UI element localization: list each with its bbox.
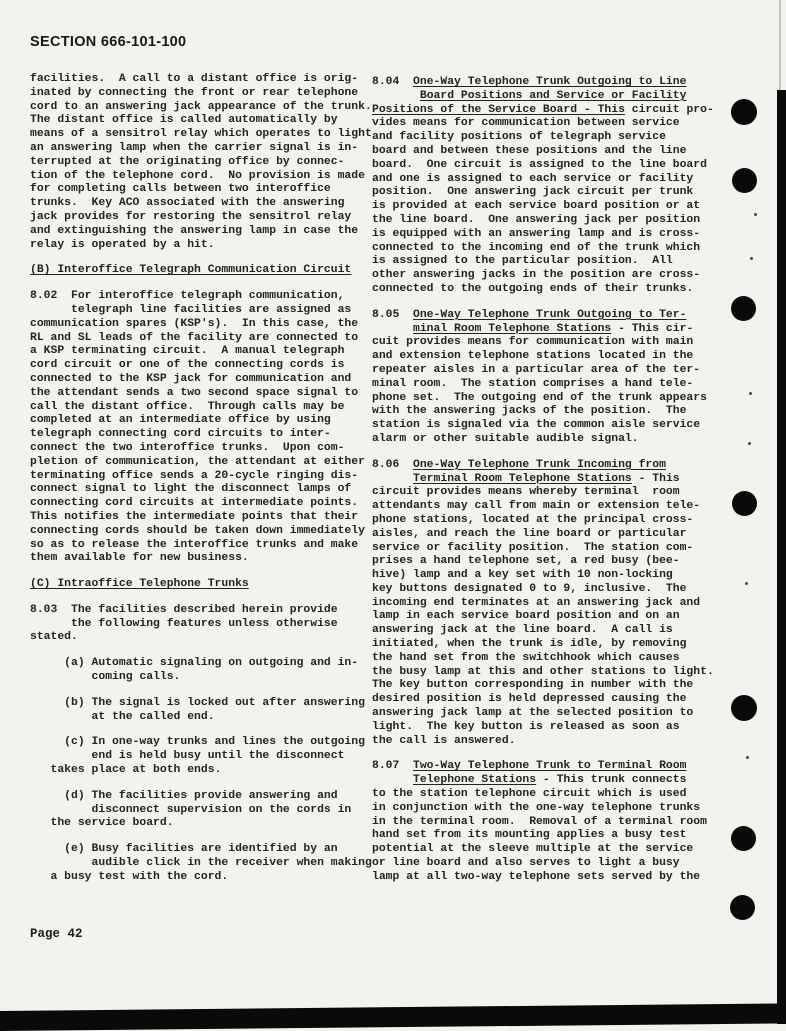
right-text-column	[372, 76, 718, 897]
text-line	[30, 736, 376, 750]
heading-intraoffice-telephone-trunks	[30, 578, 376, 592]
text-line	[30, 552, 376, 566]
text-line	[30, 387, 376, 401]
text-line	[372, 309, 718, 323]
plain-text: to the station telephone circuit which is used	[372, 788, 687, 801]
text-line	[30, 525, 376, 539]
text-line	[30, 239, 376, 253]
underlined-text: One-Way Telephone Trunk Outgoing to Ter-	[413, 308, 687, 321]
punch-hole-mark	[730, 895, 755, 920]
plain-text: the hand set from the switchhook which causes	[372, 651, 680, 664]
plain-text: audible click in the receiver when making	[30, 857, 372, 870]
text-line	[372, 857, 718, 871]
text-line	[372, 652, 718, 666]
text-line	[372, 638, 718, 652]
underlined-text: Positions of the Service Board - This	[372, 103, 625, 116]
plain-text: - This	[631, 472, 680, 485]
plain-text: service or facility position. The station com-	[372, 541, 694, 554]
list-item-a	[30, 657, 376, 685]
plain-text: a busy test with the cord.	[30, 870, 229, 883]
plain-text: (d) The facilities provide answering and	[30, 789, 338, 802]
text-line	[30, 304, 376, 318]
text-line	[30, 225, 376, 239]
text-line	[30, 871, 376, 885]
plain-text: facilities. A call to a distant office is orig-	[30, 73, 359, 85]
text-line	[372, 597, 718, 611]
text-line	[372, 323, 718, 337]
plain-text: is equipped with an answering lamp and is cross-	[372, 227, 701, 240]
plain-text: inated by connecting the front or rear telephone	[30, 86, 359, 99]
plain-text: terminating office sends a 20-cycle ringing dis-	[30, 469, 359, 482]
text-line	[372, 528, 718, 542]
plain-text: an answering lamp when the carrier signal is in-	[30, 141, 359, 154]
plain-text	[372, 90, 420, 102]
text-line	[30, 290, 376, 304]
text-line	[372, 283, 718, 297]
text-line	[372, 555, 718, 569]
plain-text: means of a sensitrol relay which operates to light	[30, 128, 372, 141]
plain-text: so as to release the interoffice trunks and make	[30, 538, 359, 551]
plain-text: them available for new business.	[30, 552, 249, 565]
plain-text: This notifies the intermediate points that their	[30, 510, 359, 523]
plain-text: incoming end terminates at an answering jack and	[372, 596, 701, 609]
text-line	[30, 128, 376, 142]
plain-text: connect the two interoffice trunks. Upon com-	[30, 441, 345, 454]
text-line	[30, 101, 376, 115]
plain-text: a KSP terminating circuit. A manual telegraph	[30, 345, 345, 358]
text-line	[372, 159, 718, 173]
plain-text: and one is assigned to each service or facility	[372, 172, 694, 185]
plain-text: in conjunction with the one-way telephone trunks	[372, 801, 701, 814]
text-line	[372, 186, 718, 200]
plain-text: 8.06	[372, 458, 414, 471]
plain-text: terrupted at the originating office by connec-	[30, 155, 345, 168]
plain-text: disconnect supervision on the cords in	[30, 803, 352, 816]
text-line	[372, 76, 718, 90]
plain-text: the attendant sends a two second space signal to	[30, 386, 359, 399]
plain-text: takes place at both ends.	[30, 764, 222, 777]
text-line	[372, 131, 718, 145]
plain-text: completed at an intermediate office by using	[30, 414, 331, 427]
plain-text: lamp in each service board position and on an	[372, 610, 680, 623]
plain-text: tion of the telephone cord. No provision is made	[30, 169, 365, 182]
text-line	[372, 242, 718, 256]
text-line	[30, 657, 376, 671]
plain-text: phone set. The outgoing end of the trunk appears	[372, 391, 707, 404]
plain-text: the following features unless otherwise	[30, 617, 338, 630]
underlined-text: Telephone Stations	[413, 774, 537, 787]
dust-speck	[745, 582, 748, 585]
plain-text: 8.05	[372, 308, 414, 321]
text-line	[372, 760, 718, 774]
plain-text: cord circuit or one of the connecting cords is	[30, 359, 345, 372]
text-line	[30, 711, 376, 725]
plain-text: answering jack at the line board. A call is	[372, 624, 673, 637]
plain-text: connected to the outgoing ends of their trunks.	[372, 282, 694, 295]
text-line	[372, 173, 718, 187]
text-line	[30, 697, 376, 711]
text-line	[372, 816, 718, 830]
plain-text: at the called end.	[30, 710, 215, 723]
text-line	[30, 456, 376, 470]
underlined-text: Two-Way Telephone Trunk to Terminal Room	[413, 760, 687, 773]
plain-text: stated.	[30, 631, 78, 644]
text-line	[30, 750, 376, 764]
dust-speck	[746, 756, 749, 759]
para-8-07	[372, 760, 718, 884]
plain-text: prises a hand telephone set, a red busy (bee-	[372, 555, 680, 568]
text-line	[372, 392, 718, 406]
text-line	[372, 405, 718, 419]
text-line	[372, 569, 718, 583]
text-line	[372, 378, 718, 392]
text-line	[30, 843, 376, 857]
text-line	[372, 871, 718, 885]
plain-text: telegraph line facilities are assigned as	[30, 303, 352, 316]
text-line	[30, 618, 376, 632]
plain-text: minal room. The station comprises a hand tele-	[372, 377, 694, 390]
scan-bottom-edge-strip	[0, 1003, 786, 1031]
plain-text: (b) The signal is locked out after answering	[30, 696, 365, 709]
underlined-text: Terminal Room Telephone Stations	[413, 472, 632, 485]
text-line	[30, 511, 376, 525]
plain-text: coming calls.	[30, 671, 181, 684]
plain-text: connected to the incoming end of the trunk which	[372, 241, 701, 254]
text-line	[372, 269, 718, 283]
text-line	[372, 610, 718, 624]
text-line	[372, 829, 718, 843]
list-item-d	[30, 790, 376, 831]
para-8-06	[372, 459, 718, 749]
text-line	[372, 145, 718, 159]
plain-text: lamp at all two-way telephone sets served by the	[372, 870, 701, 883]
plain-text: 8.07	[372, 760, 414, 773]
plain-text: 8.04	[372, 76, 414, 88]
plain-text: the service board.	[30, 817, 174, 830]
text-line	[372, 735, 718, 749]
text-line	[372, 666, 718, 680]
punch-hole-mark	[731, 826, 756, 851]
text-line	[372, 214, 718, 228]
text-line	[30, 539, 376, 553]
plain-text: phone stations, located at the principal cross-	[372, 513, 694, 526]
plain-text: communication spares (KSP's). In this case, the	[30, 317, 359, 330]
plain-text: - This trunk connects	[536, 774, 687, 787]
text-line	[372, 90, 718, 104]
text-line	[30, 73, 376, 87]
punch-hole-mark	[731, 296, 756, 321]
plain-text: telegraph connecting cord circuits to inter-	[30, 428, 331, 441]
plain-text: relay is operated by a hit.	[30, 238, 215, 251]
text-line	[30, 497, 376, 511]
plain-text: (e) Busy facilities are identified by an	[30, 843, 338, 856]
text-line	[30, 817, 376, 831]
dust-speck	[748, 442, 751, 445]
text-line	[372, 693, 718, 707]
plain-text: the line board. One answering jack per position	[372, 213, 701, 226]
underlined-text: minal Room Telephone Stations	[413, 322, 612, 335]
plain-text: pletion of communication, the attendant at either	[30, 455, 365, 468]
text-line	[30, 804, 376, 818]
punch-hole-mark	[731, 99, 757, 125]
text-line	[372, 336, 718, 350]
text-line	[30, 604, 376, 618]
plain-text: cord to an answering jack appearance of the trunk.	[30, 100, 372, 113]
plain-text: repeater aisles in a particular area of the ter-	[372, 363, 701, 376]
plain-text: connecting cord circuits at intermediate points.	[30, 497, 359, 510]
text-line	[30, 401, 376, 415]
text-line	[372, 486, 718, 500]
text-line	[30, 764, 376, 778]
plain-text: in the terminal room. Removal of a terminal room	[372, 815, 707, 828]
text-line	[372, 679, 718, 693]
text-line	[372, 350, 718, 364]
plain-text	[372, 473, 413, 485]
page-number: Page 42	[30, 927, 83, 941]
text-line	[372, 624, 718, 638]
plain-text: The key button corresponding in number with the	[372, 679, 694, 692]
text-line	[372, 459, 718, 473]
plain-text: end is held busy until the disconnect	[30, 750, 345, 763]
section-header: SECTION 666-101-100	[30, 34, 187, 50]
plain-text: hive) lamp and a key set with 10 non-locking	[372, 569, 673, 582]
underlined-text: Board Positions and Service or Facility	[419, 89, 687, 102]
plain-text: position. One answering jack circuit per trunk	[372, 186, 694, 199]
plain-text: light. The key button is released as soon as	[372, 720, 680, 733]
plain-text: jack provides for restoring the sensitrol relay	[30, 210, 352, 223]
dust-speck	[754, 213, 757, 216]
plain-text: the busy lamp at this and other stations to light.	[372, 665, 714, 678]
plain-text: key buttons designated 0 to 9, inclusive. The	[372, 582, 687, 595]
list-item-c	[30, 736, 376, 777]
text-line	[30, 170, 376, 184]
text-line	[372, 255, 718, 269]
plain-text: The distant office is called automatically by	[30, 114, 338, 127]
text-line	[30, 142, 376, 156]
list-item-e	[30, 843, 376, 884]
para-8-05	[372, 309, 718, 447]
text-line	[372, 200, 718, 214]
punch-hole-mark	[732, 491, 757, 516]
text-line	[30, 211, 376, 225]
text-line	[30, 318, 376, 332]
plain-text	[372, 323, 413, 335]
plain-text: cuit provides means for communication with main	[372, 336, 694, 349]
plain-text: with the answering jacks of the position. The	[372, 405, 687, 418]
underlined-text: (B) Interoffice Telegraph Communication Circuit	[30, 264, 352, 277]
plain-text: vides means for communication between service	[372, 117, 680, 130]
scan-edge-faint-line	[779, 0, 781, 95]
plain-text: call the distant office. Through calls may be	[30, 400, 345, 413]
plain-text: or line board and also serves to light a busy	[372, 857, 680, 870]
plain-text: and extinguishing the answering lamp in case the	[30, 224, 359, 237]
text-line	[30, 156, 376, 170]
text-line	[372, 707, 718, 721]
text-line	[30, 373, 376, 387]
text-line	[30, 332, 376, 346]
text-line	[30, 114, 376, 128]
text-line	[30, 428, 376, 442]
plain-text: and extension telephone stations located in the	[372, 350, 694, 363]
plain-text: (c) In one-way trunks and lines the outgoing	[30, 736, 365, 749]
plain-text: circuit provides means whereby terminal room	[372, 486, 680, 499]
plain-text: 8.03 The facilities described herein provide	[30, 603, 338, 616]
punch-hole-mark	[731, 695, 757, 721]
text-line	[372, 802, 718, 816]
text-line	[372, 419, 718, 433]
text-line	[372, 721, 718, 735]
plain-text: hand set from its mounting applies a busy test	[372, 829, 687, 842]
para-continued-facilities	[30, 73, 376, 252]
scan-right-edge-strip	[777, 90, 786, 1024]
text-line	[372, 117, 718, 131]
text-line	[30, 442, 376, 456]
plain-text: initiated, when the trunk is idle, by removing	[372, 638, 687, 651]
plain-text: connected to the KSP jack for communication and	[30, 372, 352, 385]
plain-text: station is signaled via the common aisle service	[372, 419, 701, 432]
text-line	[30, 857, 376, 871]
text-line	[372, 542, 718, 556]
left-text-column	[30, 73, 376, 897]
punch-hole-mark	[732, 168, 757, 193]
plain-text: board. One circuit is assigned to the line board	[372, 158, 707, 171]
text-line	[372, 788, 718, 802]
text-line	[30, 483, 376, 497]
text-line	[30, 183, 376, 197]
text-line	[372, 473, 718, 487]
text-line	[372, 583, 718, 597]
heading-interoffice-telegraph-circuit	[30, 264, 376, 278]
text-line	[30, 470, 376, 484]
plain-text: is provided at each service board position or at	[372, 200, 701, 213]
plain-text: desired position is held depressed causing the	[372, 693, 687, 706]
plain-text: RL and SL leads of the facility are connected to	[30, 331, 359, 344]
plain-text: circuit pro-	[624, 103, 714, 116]
plain-text	[372, 774, 413, 786]
text-line	[30, 87, 376, 101]
list-item-b	[30, 697, 376, 725]
underlined-text: One-Way Telephone Trunk Incoming from	[413, 458, 666, 471]
plain-text: and facility positions of telegraph service	[372, 131, 666, 144]
plain-text: attendants may call from main or extension tele-	[372, 500, 701, 513]
plain-text: alarm or other suitable audible signal.	[372, 432, 639, 445]
plain-text: aisles, and reach the line board or particular	[372, 527, 687, 540]
plain-text: is assigned to the particular position. All	[372, 255, 673, 268]
text-line	[372, 104, 718, 118]
text-line	[30, 197, 376, 211]
plain-text: other answering jacks in the position are cross-	[372, 269, 701, 282]
text-line	[372, 774, 718, 788]
plain-text: (a) Automatic signaling on outgoing and in-	[30, 657, 359, 670]
plain-text: - This cir-	[611, 322, 694, 335]
plain-text: answering jack lamp at the selected position to	[372, 707, 694, 720]
text-line	[372, 500, 718, 514]
text-line	[30, 578, 376, 592]
dust-speck	[749, 392, 752, 395]
plain-text: 8.02 For interoffice telegraph communication,	[30, 290, 345, 303]
text-line	[372, 364, 718, 378]
plain-text: trunks. Key ACO associated with the answering	[30, 197, 345, 210]
underlined-text: One-Way Telephone Trunk Outgoing to Line	[413, 76, 687, 88]
plain-text: the call is answered.	[372, 734, 516, 747]
text-line	[372, 843, 718, 857]
text-line	[30, 671, 376, 685]
plain-text: potential at the sleeve multiple at the service	[372, 843, 694, 856]
plain-text: connect signal to light the disconnect lamps of	[30, 483, 352, 496]
para-8-02	[30, 290, 376, 566]
text-line	[30, 631, 376, 645]
para-8-03	[30, 604, 376, 645]
text-line	[30, 264, 376, 278]
underlined-text: (C) Intraoffice Telephone Trunks	[30, 578, 249, 591]
plain-text: for completing calls between two interoffice	[30, 183, 331, 196]
text-line	[30, 359, 376, 373]
text-line	[30, 345, 376, 359]
text-line	[372, 433, 718, 447]
text-line	[372, 228, 718, 242]
text-line	[30, 790, 376, 804]
para-8-04	[372, 76, 718, 297]
text-line	[372, 514, 718, 528]
dust-speck	[750, 257, 753, 260]
plain-text: board and between these positions and the line	[372, 144, 687, 157]
text-line	[30, 414, 376, 428]
plain-text: connecting cords should be taken down immediately	[30, 524, 365, 537]
